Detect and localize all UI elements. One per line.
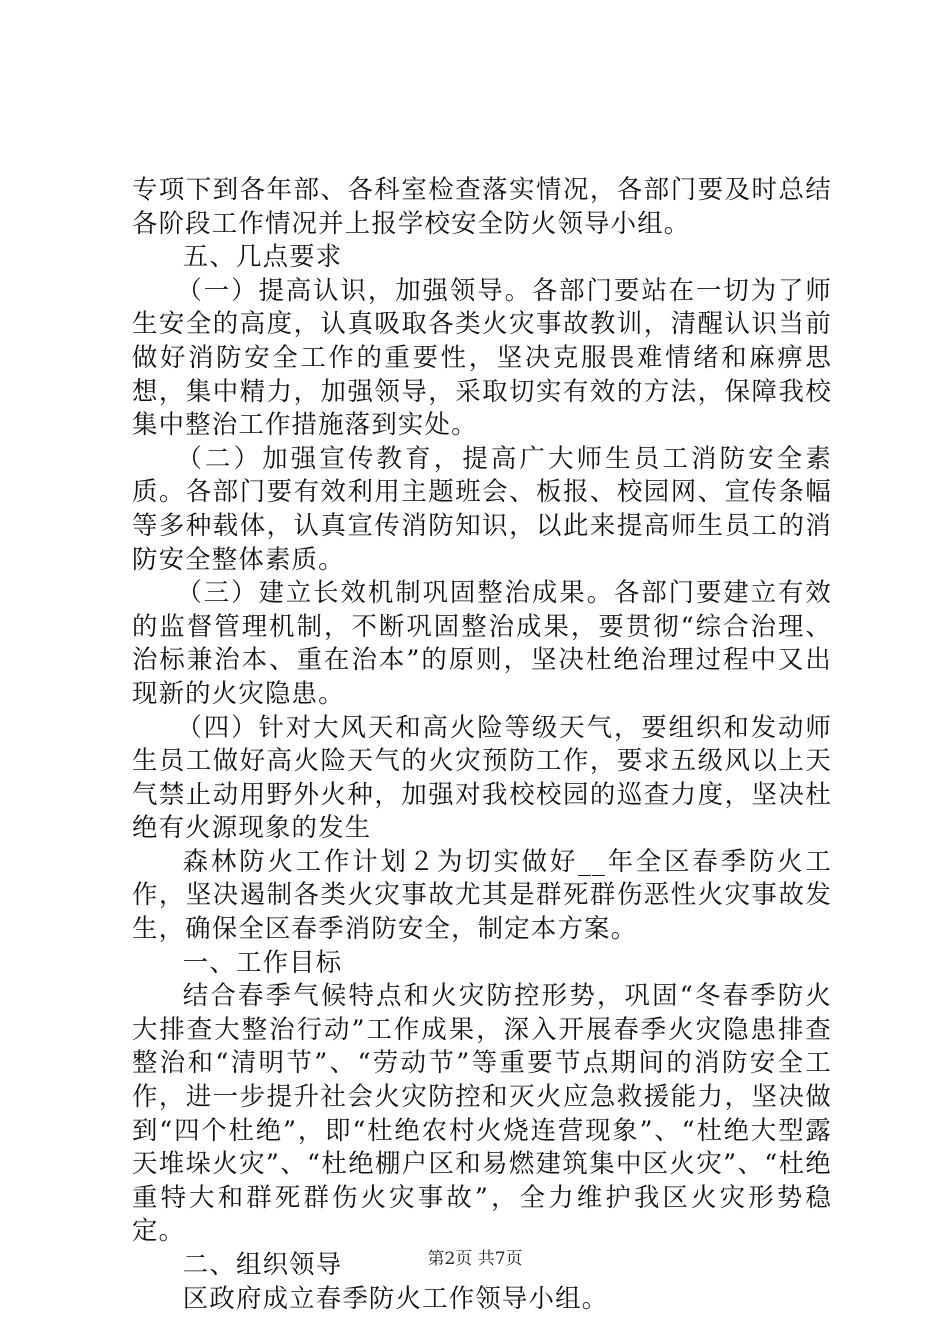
document-body <box>132 173 832 1315</box>
page-footer: 第2页 共7页 <box>427 1249 523 1269</box>
section-heading-requirements: 五、几点要求 <box>182 241 343 272</box>
section-heading-organization: 二、组织领导 <box>182 1249 343 1279</box>
paragraph-plan-2-intro: 森林防火工作计划２为切实做好__年全区春季防火工作，坚决遏制各类火灾事故尤其是群死群伤恶性火灾事故发生，确保全区春季消防安全，制定本方案。 <box>132 845 832 944</box>
section-heading-goals: 一、工作目标 <box>182 946 343 977</box>
paragraph-requirement-3: （三）建立长效机制巩固整治成果。各部门要建立有效的监督管理机制，不断巩固整治成果，要贯彻“综合治理、治标兼治本、重在治本”的原则，坚决杜绝治理过程中又出现新的火灾隐患。 <box>132 577 832 708</box>
paragraph-requirement-2: （二）加强宣传教育，提高广大师生员工消防安全素质。各部门要有效利用主题班会、板报、校园网、宣传条幅等多种载体，认真宣传消防知识，以此来提高师生员工的消防安全整体素质。 <box>132 442 832 574</box>
paragraph-organization: 区政府成立春季防火工作领导小组。 <box>182 1282 609 1313</box>
paragraph-continuation: 专项下到各年部、各科室检查落实情况，各部门要及时总结各阶段工作情况并上报学校安全防火领导小组。 <box>132 174 832 238</box>
paragraph-requirement-1: （一）提高认识，加强领导。各部门要站在一切为了师生安全的高度，认真吸取各类火灾事故教训，清醒认识当前做好消防安全工作的重要性，坚决克服畏难情绪和麻痹思想，集中精力，加强领导，采取切实有效的方法，保障我校集中整治工作措施落到实处。 <box>132 274 832 440</box>
paragraph-requirement-4: （四）针对大风天和高火险等级天气，要组织和发动师生员工做好高火险天气的火灾预防工作，要求五级风以上天气禁止动用野外火种，加强对我校校园的巡查力度，坚决杜绝有火源现象的发生 <box>132 711 832 843</box>
paragraph-goals: 结合春季气候特点和火灾防控形势，巩固“冬春季防火大排查大整治行动”工作成果，深入开展春季火灾隐患排查整治和“清明节”、“劳动节”等重要节点期间的消防安全工作，进一步提升社会火灾防控和灭火应急救援能力，坚决做到“四个杜绝”，即“杜绝农村火烧连营现象”、“杜绝大型露天堆垛火灾”、“杜绝棚户区和易燃建筑集中区火灾”、“杜绝重特大和群死群伤火灾事故”，全力维护我区火灾形势稳定。 <box>132 980 832 1246</box>
